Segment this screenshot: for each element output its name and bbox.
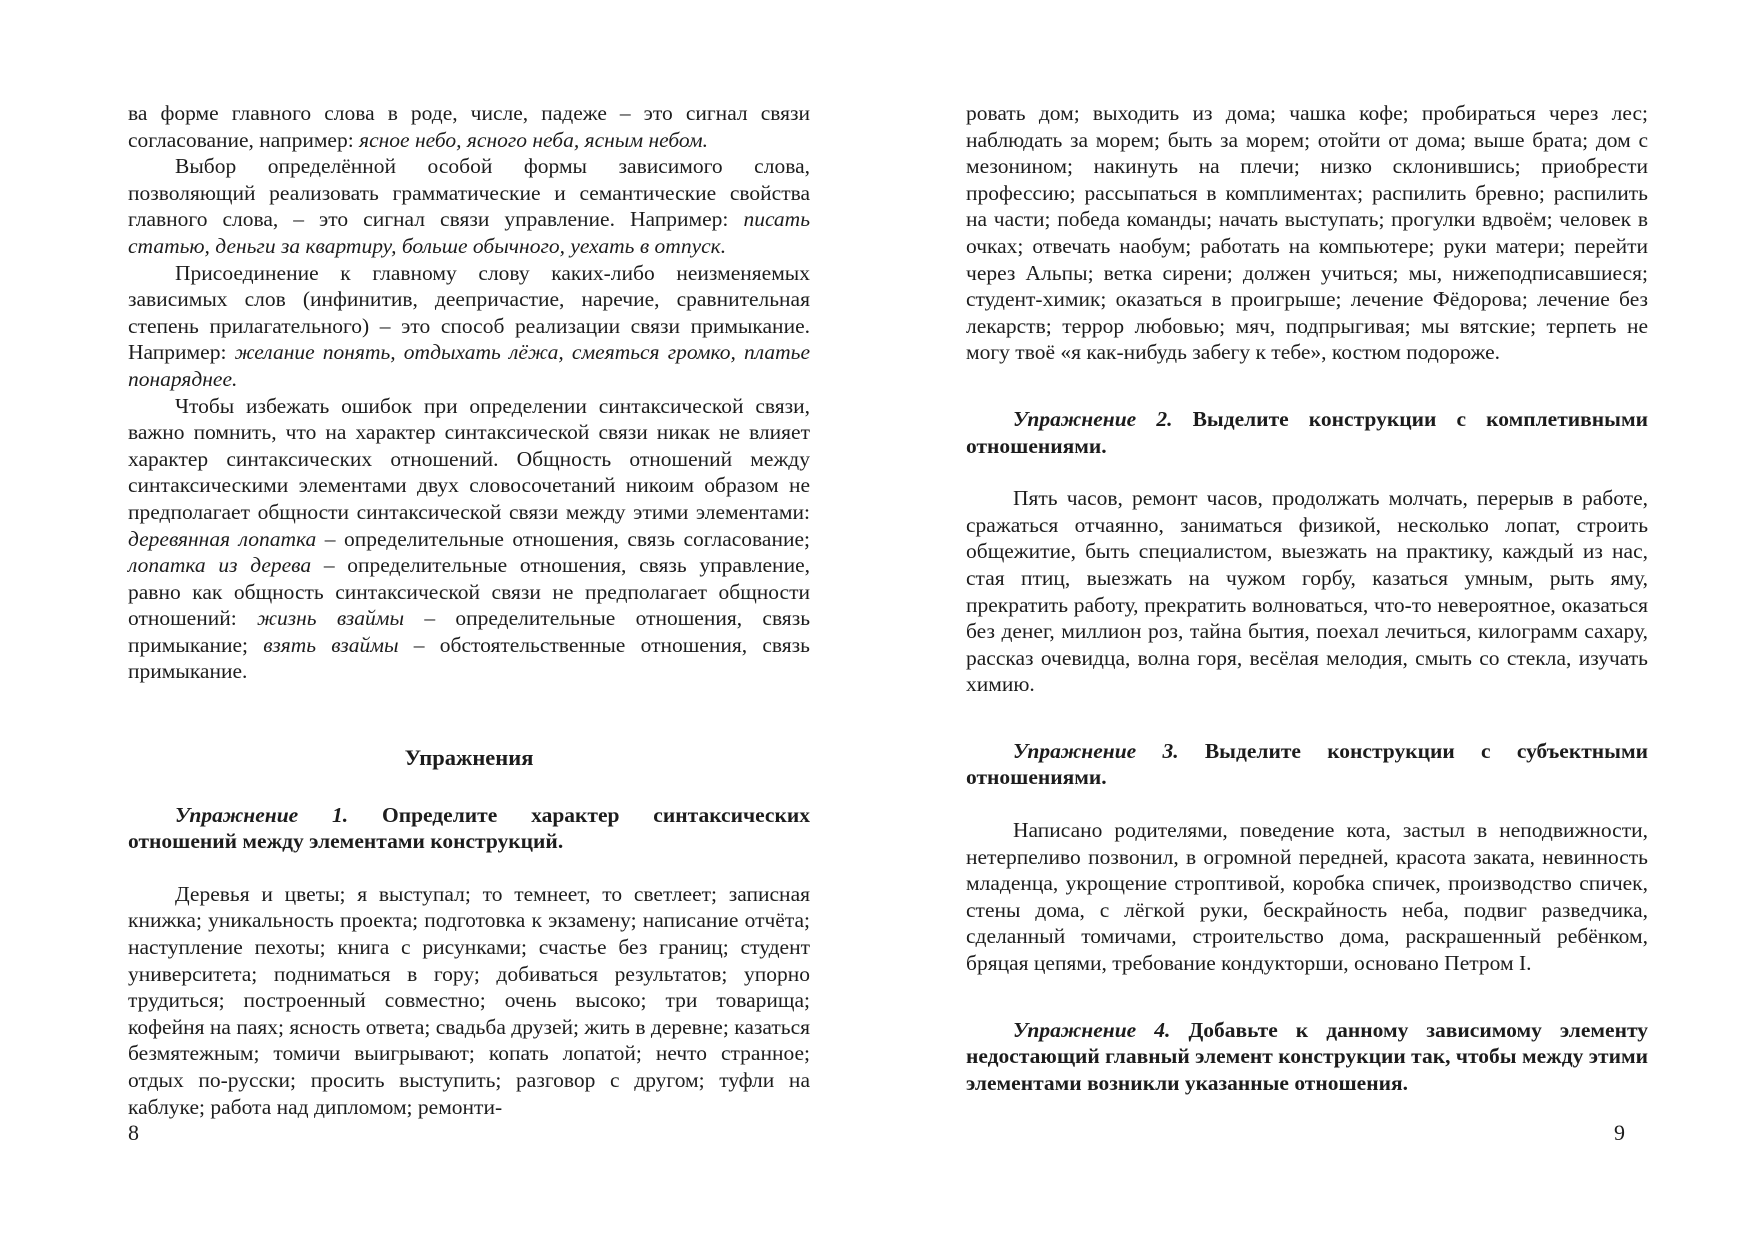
paragraph-errors: Чтобы избежать ошибок при определении синтаксической связи, важно помнить, что на характер синтаксической связи никак не влияет характер синтаксических отношений. Общность отношений между синтаксическими элементами двух словосочетаний никоим образом не предполагает общности синтаксической связи между этими элементами: деревянная лопатка – определительные отношения, связь согласование; лопатка из дерева – определительные отношения, связь управление, равно как общность синтаксической связи не предполагает общности отношений: жизнь взаймы – определительные отношения, связь примыкание; взять взаймы – обстоятельственные отношения, связь примыкание. <box>128 393 810 684</box>
right-page <box>966 100 1648 1096</box>
exercise-2-label: Упражнение 2. <box>1013 406 1173 431</box>
paragraph-adjunction: Присоединение к главному слову каких-либо неизменяемых зависимых слов (инфинитив, деепричастие, наречие, сравнительная степень прилагательного) – это способ реализации связи примыкание. Например: желание понять, отдыхать лёжа, смеяться громко, платье понаряднее. <box>128 260 811 391</box>
example-italic: лопатка из дерева <box>128 553 312 578</box>
exercise-3-text: Написано родителями, поведение кота, застыл в неподвижности, нетерпеливо позвонил, в огромной передней, красота заката, невинность младенца, укрощение строптивой, коробка спичек, производство спичек, стены дома, с лёгкой руки, бескрайность неба, подвиг разведчика, сделанный томичами, строительство дома, раскрашенный ребёнком, бряцая цепями, требование кондукторши, основано Петром I. <box>966 818 1648 976</box>
exercise-4-title: Упражнение 4. Добавьте к данному зависимому элементу недостающий главный элемент конструкции так, чтобы между этими элементами возникли указанные отношения. <box>966 1017 1648 1095</box>
exercise-3-title: Упражнение 3. Выделите конструкции с субъектными отношениями. <box>966 738 1648 790</box>
exercise-1-title: Упражнение 1. Определите характер синтаксических отношений между элементами конструкций. <box>128 802 810 854</box>
example-italic: жизнь взаймы <box>257 606 405 631</box>
example-italic: писать статью, деньги за квартиру, больше обычного, уехать в отпуск. <box>128 207 810 258</box>
section-heading: Упражнения <box>404 745 534 771</box>
exercise-1-text-continued: ровать дом; выходить из дома; чашка кофе; пробираться через лес; наблюдать за морем; быть за морем; отойти от дома; выше брата; дом с мезонином; накинуть на плечи; низко склонившись; приобрести профессию; рассыпаться в комплиментах; распилить бревно; распилить на части; победа команды; начать выступать; прогулки вдвоём; человек в очках; отвечать наобум; работать на компьютере; руки матери; перейти через Альпы; ветка сирени; должен учиться; мы, нижеподписавшиеся; студент-химик; оказаться в проигрыше; лечение Фёдорова; лечение без лекарств; террор любовью; мяч, подпрыгивая; мы вятские; терпеть не могу твоё «я как-нибудь забегу к тебе», костюм подороже. <box>966 101 1648 365</box>
left-page <box>128 100 810 1120</box>
paragraph-agreement: ва форме главного слова в роде, числе, падеже – это сигнал связи согласование, например: ясное небо, ясного неба, ясным небом. <box>128 101 810 152</box>
example-italic: желание понять, отдыхать лёжа, смеяться громко, платье понаряднее. <box>128 340 811 391</box>
exercise-2-text: Пять часов, ремонт часов, продолжать молчать, перерыв в работе, сражаться отчаянно, заниматься физикой, несколько лопат, строить общежитие, быть специалистом, выезжать на практику, каждый из нас, стая птиц, выезжать на чужом горбу, казаться умным, рыть яму, прекратить работу, прекратить волноваться, что-то невероятное, оказаться без денег, миллион роз, тайна бытия, поехал лечиться, килограмм сахару, рассказ очевидца, волна горя, весёлая мелодия, смыть со стекла, изучать химию. <box>966 486 1648 697</box>
exercise-4-label: Упражнение 4. <box>1013 1017 1171 1042</box>
page-number-right: 9 <box>1614 1120 1625 1145</box>
example-italic: деревянная лопатка <box>128 526 317 551</box>
page-number-left: 8 <box>128 1120 139 1145</box>
exercise-1-text: Деревья и цветы; я выступал; то темнеет, то светлеет; записная книжка; уникальность проекта; подготовка к экзамену; написание отчёта; наступление пехоты; книга с рисунками; счастье без границ; студент университета; подниматься в гору; добиваться результатов; упорно трудиться; построенный совместно; очень высоко; три товарища; кофейня на паях; ясность ответа; свадьба друзей; жить в деревне; казаться безмятежным; томичи выигрывают; копать лопатой; нечто странное; отдых по-русски; просить выступить; разговор с другом; туфли на каблуке; работа над дипломом; ремонти- <box>128 881 810 1119</box>
example-italic: ясное небо, ясного неба, ясным небом. <box>359 127 708 152</box>
exercise-2-title: Упражнение 2. Выделите конструкции с комплетивными отношениями. <box>966 406 1648 458</box>
paragraph-government: Выбор определённой особой формы зависимого слова, позволяющий реализовать грамматические и семантические свойства главного слова, – это сигнал связи управление. Например: писать статью, деньги за квартиру, больше обычного, уехать в отпуск. <box>128 154 810 258</box>
exercise-1-label: Упражнение 1. <box>175 802 349 827</box>
exercise-3-label: Упражнение 3. <box>1013 738 1179 763</box>
example-italic: взять взаймы <box>263 632 399 657</box>
